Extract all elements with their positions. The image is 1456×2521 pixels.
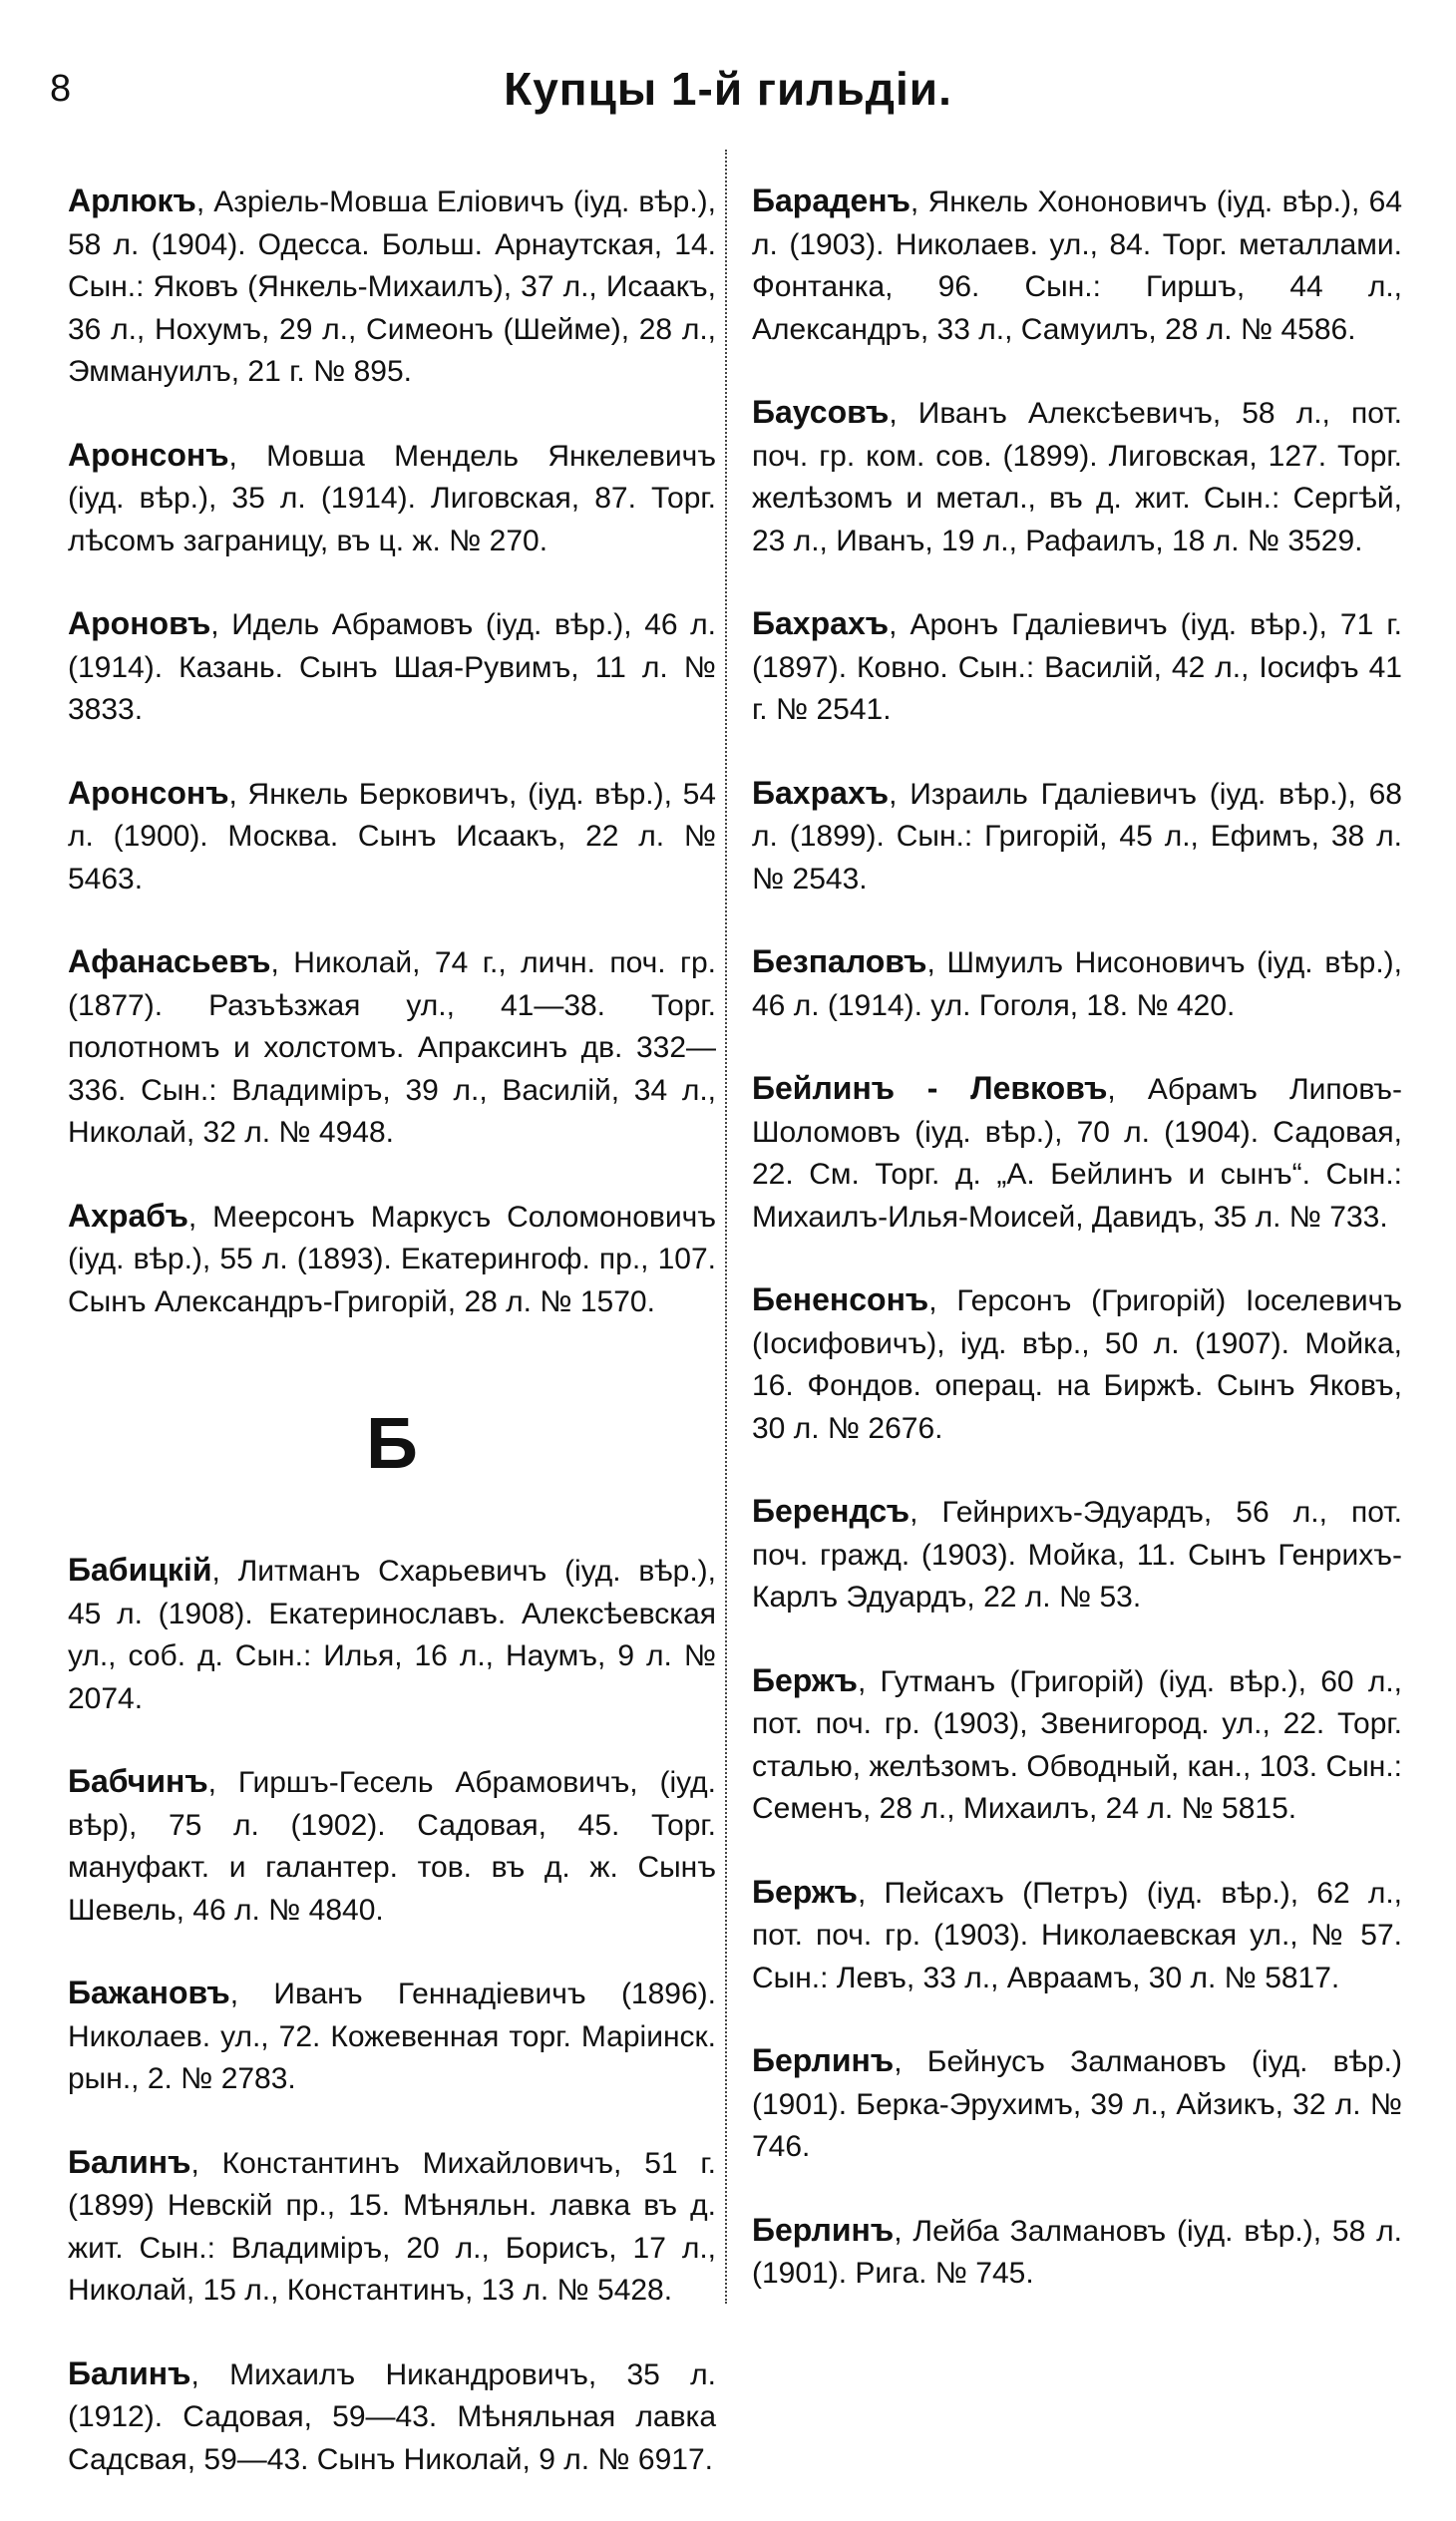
entry-surname: Бараденъ	[752, 182, 910, 218]
page-number: 8	[50, 68, 72, 110]
entry-surname: Афанасьевъ	[68, 943, 271, 979]
entry-details: , Азріель-Мовша Еліовичъ (іуд. вѣр.), 58 л. (1904). Одесса. Больш. Арнаутская, 14. Сын.: Яковъ (Янкель-Михаилъ), 37 л., Исаакъ, 36 л., Нохумъ, 29 л., Симеонъ (Шейме), 28 л., Эммануилъ, 21 г. № 895.	[68, 185, 716, 388]
entry-surname: Берендсъ	[752, 1493, 910, 1529]
entry-surname: Бейлинъ - Левковъ	[752, 1070, 1108, 1106]
entry-surname: Аронсонъ	[68, 436, 229, 473]
entry-surname: Балинъ	[68, 2143, 191, 2180]
entry-details: , Гиршъ-Гесель Абрамовичъ, (іуд. вѣр), 75 л. (1902). Садовая, 45. Торг. мануфакт. и галантер. тов. въ д. ж. Сынъ Шевель, 46 л. № 4840.	[68, 1766, 716, 1927]
entry-details: , Гутманъ (Григорій) (іуд. вѣр.), 60 л., пот. поч. гр. (1903), Звенигород. ул., 22. Торг. сталью, желѣзомъ. Обводный, кан., 103. Сын.: Семенъ, 28 л., Михаилъ, 24 л. № 5815.	[752, 1664, 1402, 1825]
entry-details: , Иванъ Геннадіевичъ (1896). Николаев. ул., 72. Кожевенная торг. Маріинск. рын., 2. № 2783.	[68, 1978, 716, 2095]
entry-surname: Бахрахъ	[752, 774, 890, 811]
directory-entry	[752, 940, 1402, 1027]
directory-entry	[68, 180, 716, 394]
entry-surname: Балинъ	[68, 2354, 191, 2391]
directory-entry	[752, 1871, 1402, 2000]
directory-entry	[68, 940, 716, 1155]
directory-entry	[68, 434, 716, 563]
directory-entry	[68, 602, 716, 732]
entry-surname: Бабчинъ	[68, 1763, 208, 1799]
entry-surname: Бержъ	[752, 1873, 858, 1910]
entry-details: , Меерсонъ Маркусъ Соломоновичъ (іуд. вѣр.), 55 л. (1893). Екатерингоф. пр., 107. Сынъ Александръ-Григорій, 28 л. № 1570.	[68, 1200, 716, 1318]
entry-details: , Михаилъ Никандровичъ, 35 л. (1912). Садовая, 59—43. Мѣняльная лавка Садсвая, 59—43. Сынъ Николай, 9 л. № 6917.	[68, 2357, 716, 2476]
entry-surname: Бахрахъ	[752, 605, 890, 641]
entry-surname: Бержъ	[752, 1661, 858, 1698]
entries-top	[68, 180, 716, 1323]
directory-entry	[752, 602, 1402, 732]
directory-entry	[752, 1659, 1402, 1831]
entry-surname: Ароновъ	[68, 605, 211, 641]
entries-right	[752, 180, 1402, 2296]
directory-entry	[752, 2039, 1402, 2169]
entry-details: , Израиль Гдаліевичъ (іуд. вѣр.), 68 л. (1899). Сын.: Григорій, 45 л., Ефимъ, 38 л. № 2543.	[752, 777, 1402, 896]
section-letter: Б	[366, 1404, 418, 1484]
entry-surname: Берлинъ	[752, 2042, 895, 2078]
entry-details: , Гейнрихъ-Эдуардъ, 56 л., пот. поч. гражд. (1903). Мойка, 11. Сынъ Генрихъ-Карлъ Эдуардъ, 22 л. № 53.	[752, 1496, 1402, 1614]
directory-entry	[752, 391, 1402, 562]
entry-surname: Берлинъ	[752, 2211, 895, 2248]
directory-entry	[752, 1490, 1402, 1620]
directory-entry	[752, 2209, 1402, 2296]
entry-details: , Аронъ Гдаліевичъ (іуд. вѣр.), 71 г. (1897). Ковно. Сын.: Василій, 42 л., Іосифъ 41 г. № 2541.	[752, 608, 1402, 726]
directory-entry	[752, 772, 1402, 901]
entry-details: , Мовша Мендель Янкелевичъ (іуд. вѣр.), 35 л. (1914). Лиговская, 87. Торг. лѣсомъ заграницу, въ ц. ж. № 270.	[68, 439, 716, 557]
entry-details: , Янкель Берковичъ, (іуд. вѣр.), 54 л. (1900). Москва. Сынъ Исаакъ, 22 л. № 5463.	[68, 777, 716, 896]
column-divider	[725, 150, 727, 2304]
entry-details: , Литманъ Схарьевичъ (іуд. вѣр.), 45 л. (1908). Екатеринославъ. Алексѣевская ул., соб. д. Сын.: Илья, 16 л., Наумъ, 9 л. № 2074.	[68, 1555, 716, 1715]
entry-details: , Герсонъ (Григорій) Іоселевичъ (Іосифовичъ), іуд. вѣр., 50 л. (1907). Мойка, 16. Фондов. операц. на Биржѣ. Сынъ Яковъ, 30 л. № 2676.	[752, 1284, 1402, 1445]
running-title: Купцы 1-й гильдіи.	[504, 63, 952, 115]
entry-details: , Лейба Залмановъ (іуд. вѣр.), 58 л. (1901). Рига. № 745.	[752, 2214, 1402, 2290]
right-column	[752, 150, 1402, 2336]
directory-entry	[752, 180, 1402, 351]
entry-details: , Бейнусъ Залмановъ (іуд. вѣр.) (1901). Берка-Эрухимъ, 39 л., Айзикъ, 32 л. № 746.	[752, 2045, 1402, 2163]
directory-entry	[68, 2352, 716, 2482]
directory-entry	[68, 772, 716, 901]
directory-entry	[68, 1195, 716, 1324]
entry-surname: Ахрабъ	[68, 1197, 188, 1234]
directory-entry	[752, 1278, 1402, 1450]
entry-details: , Пейсахъ (Петръ) (іуд. вѣр.), 62 л., пот. поч. гр. (1903). Николаевская ул., № 57. Сын.: Левъ, 33 л., Авраамъ, 30 л. № 5817.	[752, 1876, 1402, 1994]
entry-surname: Аронсонъ	[68, 774, 229, 811]
entry-details: , Шмуилъ Нисоновичъ (іуд. вѣр.), 46 л. (1914). ул. Гоголя, 18. № 420.	[752, 946, 1402, 1022]
directory-entry	[68, 1549, 716, 1720]
directory-entry	[68, 1760, 716, 1932]
entry-details: , Николай, 74 г., личн. поч. гр. (1877). Разъѣзжая ул., 41—38. Торг. полотномъ и холстомъ. Апраксинъ дв. 332—336. Сын.: Владиміръ, 39 л., Василій, 34 л., Николай, 32 л. № 4948.	[68, 946, 716, 1149]
directory-entry	[752, 1067, 1402, 1239]
entry-details: , Иванъ Алексѣевичъ, 58 л., пот. поч. гр. ком. сов. (1899). Лиговская, 127. Торг. желѣзомъ и метал., въ д. жит. Сын.: Сергѣй, 23 л., Иванъ, 19 л., Рафаилъ, 18 л. № 3529.	[752, 397, 1402, 557]
entry-surname: Арлюкъ	[68, 182, 196, 218]
entry-surname: Бабицкій	[68, 1552, 212, 1588]
entry-details: , Янкель Хононовичъ (іуд. вѣр.), 64 л. (1903). Николаев. ул., 84. Торг. металлами. Фонтанка, 96. Сын.: Гиршъ, 44 л., Александръ, 33 л., Самуилъ, 28 л. № 4586.	[752, 185, 1402, 346]
entry-surname: Баусовъ	[752, 394, 890, 430]
entry-surname: Бененсонъ	[752, 1281, 929, 1317]
directory-entry	[68, 1972, 716, 2101]
entry-details: , Константинъ Михайловичъ, 51 г. (1899) Невскій пр., 15. Мѣняльн. лавка въ д. жит. Сын.: Владиміръ, 20 л., Борисъ, 17 л., Николай, 15 л., Константинъ, 13 л. № 5428.	[68, 2146, 716, 2307]
directory-entry	[68, 2141, 716, 2313]
entry-surname: Бажановъ	[68, 1975, 230, 2010]
entry-details: , Идель Абрамовъ (іуд. вѣр.), 46 л. (1914). Казань. Сынъ Шая-Рувимъ, 11 л. № 3833.	[68, 608, 716, 726]
entry-details: , Абрамъ Липовъ-Шоломовъ (іуд. вѣр.), 70 л. (1904). Садовая, 22. См. Торг. д. „А. Бейлинъ и сынъ“. Сын.: Михаилъ-Илья-Моисей, Давидъ, 35 л. № 733.	[752, 1073, 1403, 1234]
entry-surname: Безпаловъ	[752, 943, 927, 979]
entries-bottom	[68, 1549, 716, 2481]
left-column	[68, 150, 716, 2521]
